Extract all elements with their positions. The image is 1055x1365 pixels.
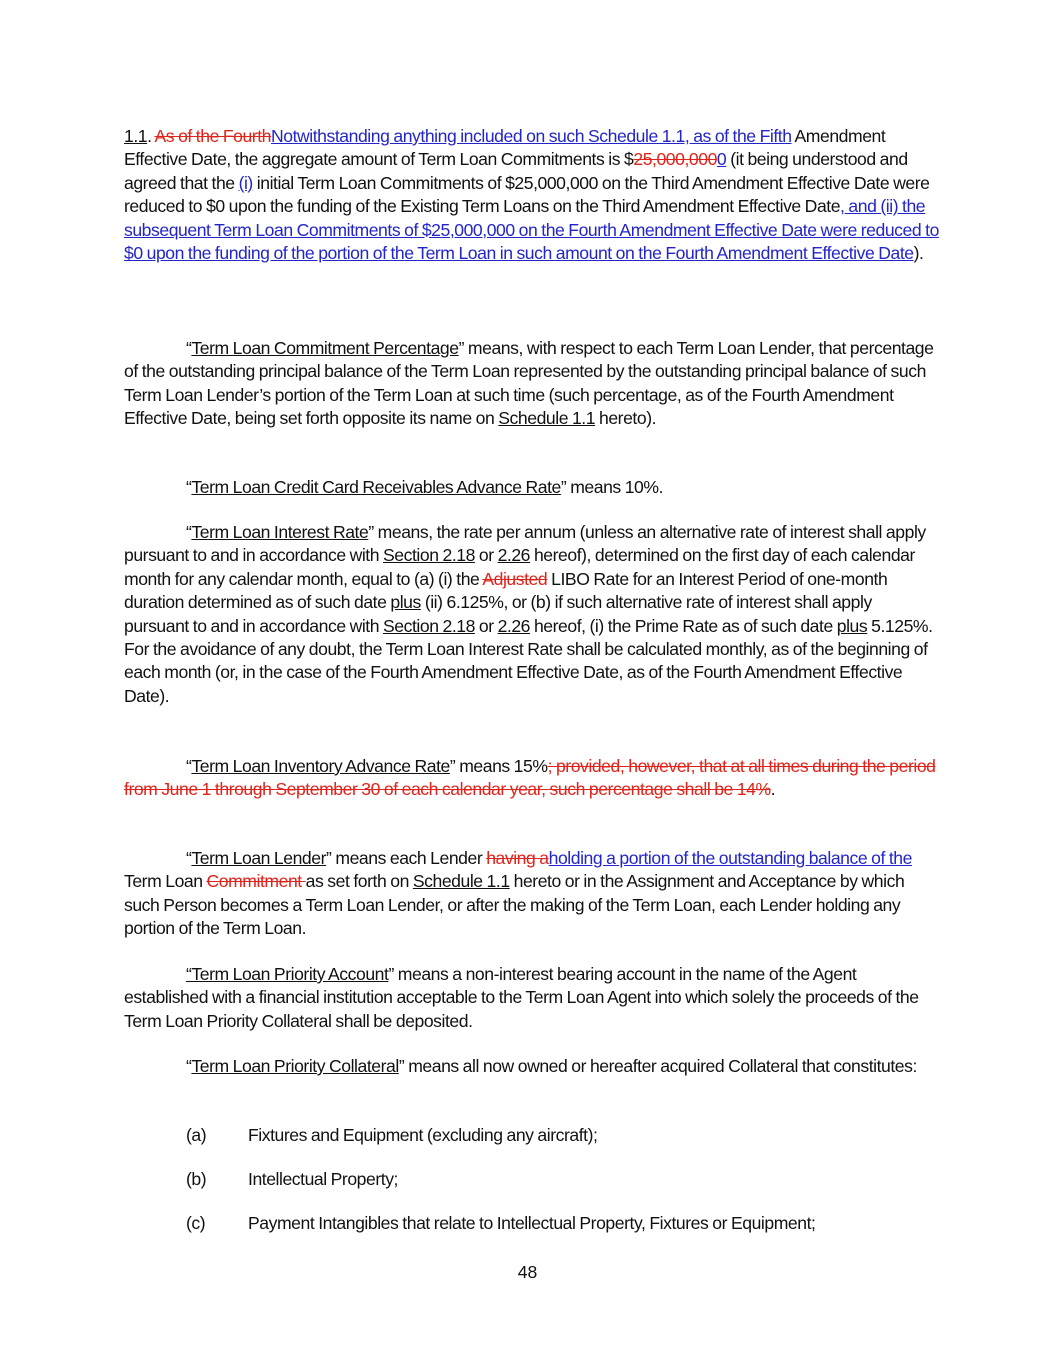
text: hereof), determined on the first day of each calendar month for any calendar month, equal to (a) (i) the	[124, 545, 915, 589]
schedule-reference: Schedule 1.1	[412, 871, 510, 892]
deleted-text: Commitment	[206, 871, 306, 892]
text: (it being understood and agreed that the	[124, 149, 908, 193]
text: as set forth on	[305, 871, 413, 892]
inserted-text: holding a portion of the outstanding balance of the	[548, 848, 912, 868]
text: or	[474, 615, 498, 636]
text: LIBO Rate for an Interest Period of one-month duration determined as of such date	[124, 568, 888, 613]
text: hereto).	[595, 408, 657, 429]
text: ” means a non-interest bearing account in the name of the Agent established with a financial institution acceptable to the Term Loan Agent into which solely the proceeds of the Term Loan Priority Collateral shall be deposited.	[124, 964, 919, 1031]
text: ” means all now owned or hereafter acquired Collateral that constitutes:	[398, 1056, 917, 1076]
text: ” means, with respect to each Term Loan Lender, that percentage of the outstanding principal balance of the Term Loan represented by the outstanding principal balance of such Term Loan Lender’s portion of the Term Loan at such time (such percentage, as of the Fourth Amendment Effective Date, being set forth opposite its name on	[124, 338, 934, 429]
emphasis: plus	[836, 615, 868, 636]
text: .	[770, 779, 776, 800]
definition-term-loan-commitments-paragraph	[124, 125, 939, 265]
emphasis: plus	[390, 592, 421, 613]
list-item	[186, 1168, 398, 1191]
list-item	[186, 1212, 815, 1235]
list-item-text: Fixtures and Equipment (excluding any aircraft);	[248, 1125, 598, 1145]
text: .	[147, 126, 155, 146]
deleted-text: having a	[486, 848, 549, 868]
open-quote: “	[186, 756, 192, 776]
deleted-text: ,	[619, 756, 629, 776]
deleted-text: 25,000,000	[633, 149, 717, 170]
text: ” means 10%.	[560, 477, 664, 497]
definition-term-loan-priority-account	[124, 963, 939, 1033]
text: initial Term Loan Commitments of $25,000,000 on the Third Amendment Effective Date were reduced to $0 upon the funding of the Existing Term Loans on the Third Amendment Effective Date	[124, 172, 930, 217]
text: Term Loan	[124, 871, 207, 892]
inserted-text: Notwithstanding anything included on such Schedule 1.1, as of the Fifth	[271, 126, 792, 146]
open-quote: “	[186, 522, 192, 542]
schedule-reference: Schedule 1.1	[498, 408, 596, 429]
list-item-label: (b)	[186, 1169, 207, 1189]
section-reference: 2.26	[497, 615, 531, 636]
inserted-text: (i)	[238, 172, 253, 193]
section-reference: 1.1	[124, 126, 148, 146]
deleted-text: As of the Fourth	[154, 126, 271, 146]
text: Amendment Effective Date, the aggregate amount of Term Loan Commitments is $	[124, 126, 886, 170]
list-item-text: Payment Intangibles that relate to Intellectual Property, Fixtures or Equipment;	[248, 1213, 816, 1233]
open-quote: “	[186, 477, 192, 497]
open-quote: “	[186, 848, 192, 868]
text: 5.125%. For the avoidance of any doubt, the Term Loan Interest Rate shall be calculated monthly, as of the beginning of each month (or, in the case of the Fourth Amendment Effective Date, as of the Fourth Amendment Effective Date).	[124, 615, 933, 706]
text: or	[474, 545, 498, 566]
deleted-text: however	[628, 756, 691, 776]
definition-term-loan-priority-collateral	[124, 1055, 939, 1078]
open-quote: “	[186, 338, 192, 358]
defined-term: “Term Loan Priority Account	[186, 964, 389, 984]
definition-term-loan-inventory-advance-rate	[124, 755, 939, 802]
defined-term: Term Loan Commitment Percentage	[191, 338, 459, 358]
open-quote: “	[186, 1056, 192, 1076]
section-reference: 2.26	[497, 545, 531, 566]
text: ).	[913, 243, 924, 264]
text: ” means 15%	[449, 756, 548, 776]
list-item	[186, 1124, 597, 1147]
text: hereof, (i) the Prime Rate as of such date	[530, 615, 837, 636]
page-number: 48	[517, 1262, 538, 1282]
defined-term: Term Loan Lender	[191, 848, 327, 868]
definition-term-loan-interest-rate	[124, 521, 939, 708]
inserted-text: , and (ii) the subsequent Term Loan Commitments of $25,000,000 on the Fourth Amendment Effective Date were reduced to $0 upon the funding of the portion of the Term Loan in such amount on the Fourth Amendment Effective Date	[124, 196, 939, 264]
definition-term-loan-credit-card-receivables-advance-rate	[124, 476, 939, 499]
deleted-text: Adjusted	[482, 568, 548, 589]
deleted-text: provided	[555, 756, 620, 776]
defined-term: Term Loan Inventory Advance Rate	[191, 756, 450, 776]
text: ” means, the rate per annum (unless an alternative rate of interest shall apply pursuant to and in accordance with	[124, 522, 926, 566]
defined-term: Term Loan Priority Collateral	[191, 1056, 399, 1076]
list-item-text: Intellectual Property;	[248, 1169, 398, 1189]
section-reference: Section 2.18	[383, 615, 475, 636]
list-item-label: (a)	[186, 1125, 207, 1145]
inserted-text: 0	[716, 149, 727, 170]
defined-term: Term Loan Interest Rate	[191, 522, 369, 542]
deleted-text: ;	[547, 756, 556, 776]
definition-term-loan-lender	[124, 847, 939, 941]
text: ” means each Lender	[326, 848, 487, 868]
text: hereto or in the Assignment and Acceptance by which such Person becomes a Term Loan Lender, or after the making of the Term Loan, each Lender holding any portion of the Term Loan.	[124, 871, 905, 939]
defined-term: Term Loan Credit Card Receivables Advance Rate	[191, 477, 561, 497]
list-item-label: (c)	[186, 1213, 206, 1233]
deleted-text: , that at all times during the period from June 1 through September 30 of each calendar year, such percentage shall be 14%	[124, 756, 936, 800]
section-reference: Section 2.18	[383, 545, 475, 566]
text: (ii) 6.125%, or (b) if such alternative rate of interest shall apply pursuant to and in accordance with	[124, 592, 872, 636]
definition-term-loan-commitment-percentage	[124, 337, 939, 431]
